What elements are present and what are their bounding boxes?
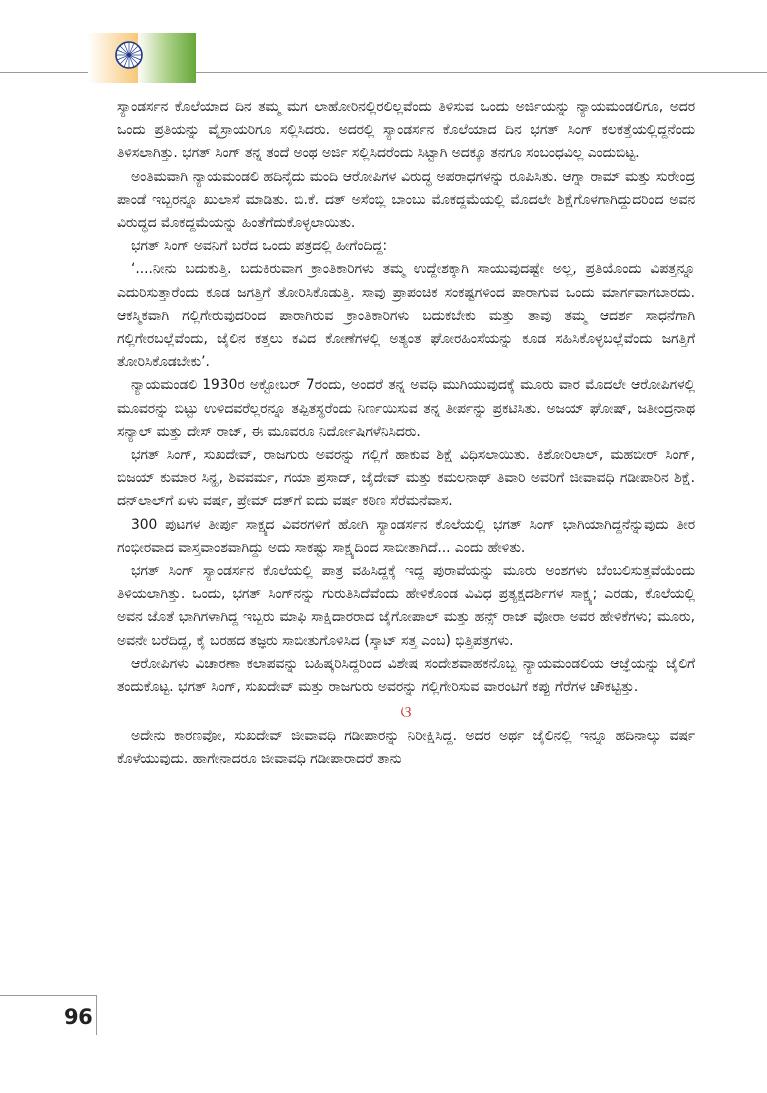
paragraph: ಅಂತಿಮವಾಗಿ ನ್ಯಾಯಮಂಡಲಿ ಹದಿನೈದು ಮಂದಿ ಆರೋಪಿಗಳ ವಿರುದ್ಧ ಅಪರಾಧಗಳನ್ನು ರೂಪಿಸಿತು. ಆಗ್ನಾ ರಾಮ್ ಮತ್ತು ಸುರೇಂದ್ರ ಪಾಂಡೆ ಇಬ್ಬರನ್ನೂ ಖುಲಾಸೆ ಮಾಡಿತು. ಬಿ.ಕೆ. ದತ್ ಅಸೆಂಬ್ಲಿ ಬಾಂಬು ಮೊಕದ್ದಮೆಯಲ್ಲಿ ಮೊದಲೇ ಶಿಕ್ಷೆಗೊಳಗಾಗಿದ್ದುದರಿಂದ ಅವನ ವಿರುದ್ಧದ ಮೊಕದ್ದಮೆಯನ್ನು ಹಿಂತೆಗೆದುಕೊಳ್ಳಲಾಯಿತು.: [117, 168, 695, 232]
paragraph: ಭಗತ್ ಸಿಂಗ್ ಅವನಿಗೆ ಬರೆದ ಒಂದು ಪತ್ರದಲ್ಲಿ ಹೀಗೆಂದಿದ್ದ:: [131, 238, 388, 255]
footer-rule-vertical: [96, 995, 97, 1035]
page-body: [117, 96, 695, 772]
paragraph: ಆರೋಪಿಗಳು ವಿಚಾರಣಾ ಕಲಾಪವನ್ನು ಬಹಿಷ್ಕರಿಸಿದ್ದರಿಂದ ವಿಶೇಷ ಸಂದೇಶವಾಹಕನೊಬ್ಬ ನ್ಯಾಯಮಂಡಲಿಯ ಆಜ್ಞೆಯನ್ನು ಜೈಲಿಗೆ ತಂದುಕೊಟ್ಟ. ಭಗತ್ ಸಿಂಗ್, ಸುಖದೇವ್ ಮತ್ತು ರಾಜಗುರು ಅವರನ್ನು ಗಲ್ಲಿಗೇರಿಸುವ ವಾರಂಟಿಗೆ ಕಪ್ಪು ಗೆರೆಗಳ ಚೌಕಟ್ಟಿತ್ತು.: [117, 655, 695, 696]
paragraph: ಭಗತ್ ಸಿಂಗ್ ಸ್ಯಾಂಡರ್ಸನ ಕೊಲೆಯಲ್ಲಿ ಪಾತ್ರ ವಹಿಸಿದ್ದಕ್ಕೆ ಇದ್ದ ಪುರಾವೆಯನ್ನು ಮೂರು ಅಂಶಗಳು ಬೆಂಬಲಿಸುತ್ತವೆಯೆಂದು ತಿಳಿಯಲಾಗಿತ್ತು. ಒಂದು, ಭಗತ್ ಸಿಂಗ್‌ನನ್ನು ಗುರುತಿಸಿದೆವೆಂದು ಹೇಳಿಕೊಂಡ ವಿವಿಧ ಪ್ರತ್ಯಕ್ಷದರ್ಶಿಗಳ ಸಾಕ್ಷ್ಯ; ಎರಡು, ಕೊಲೆಯಲ್ಲಿ ಅವನ ಜೊತೆ ಭಾಗಿಗಳಾಗಿದ್ದ ಇಬ್ಬರು ಮಾಫಿ ಸಾಕ್ಷಿದಾರರಾದ ಜೈಗೋಪಾಲ್ ಮತ್ತು ಹನ್ಸ್ ರಾಜ್ ವೋರಾ ಅವರ ಹೇಳಿಕೆಗಳು; ಮೂರು, ಅವನೇ ಬರೆದಿದ್ದ, ಕೈ ಬರಹದ ತಜ್ಞರು ಸಾಬೀತುಗೊಳಿಸಿದ (ಸ್ಕಾಟ್ ಸತ್ತ ಎಂಬ) ಭಿತ್ತಿಪತ್ರಗಳು.: [117, 563, 695, 649]
paragraph: ‘....ನೀನು ಬದುಕುತ್ತಿ. ಬದುಕಿರುವಾಗ ಕ್ರಾಂತಿಕಾರಿಗಳು ತಮ್ಮ ಉದ್ದೇಶಕ್ಕಾಗಿ ಸಾಯುವುದಷ್ಟೇ ಅಲ್ಲ, ಪ್ರತಿಯೊಂದು ವಿಪತ್ತನ್ನೂ ಎದುರಿಸುತ್ತಾರೆಂದು ಕೂಡ ಜಗತ್ತಿಗೆ ತೋರಿಸಿಕೊಡುತ್ತಿ. ಸಾವು ಪ್ರಾಪಂಚಿಕ ಸಂಕಷ್ಟಗಳಿಂದ ಪಾರಾಗುವ ಒಂದು ಮಾರ್ಗವಾಗಬಾರದು. ಆಕಸ್ಮಿಕವಾಗಿ ಗಲ್ಲಿಗೇರುವುದರಿಂದ ಪಾರಾಗಿರುವ ಕ್ರಾಂತಿಕಾರಿಗಳು ಬದುಕಬೇಕು ಮತ್ತು ತಾವು ತಮ್ಮ ಆದರ್ಶ ಸಾಧನೆಗಾಗಿ ಗಲ್ಲಿಗೇರಬಲ್ಲೆವೆಂದು, ಜೈಲಿನ ಕತ್ತಲು ಕವಿದ ಕೋಣೆಗಳಲ್ಲಿ ಅತ್ಯಂತ ಘೋರಹಿಂಸೆಯನ್ನು ಕೂಡ ಸಹಿಸಿಕೊಳ್ಳಬಲ್ಲೆವೆಂದು ಜಗತ್ತಿಗೆ ತೋರಿಸಿಕೊಡಬೇಕು’.: [117, 261, 695, 371]
ornament-glyph: ଓ: [400, 702, 412, 722]
paragraph: ಸ್ಯಾಂಡರ್ಸನ ಕೊಲೆಯಾದ ದಿನ ತಮ್ಮ ಮಗ ಲಾಹೋರಿನಲ್ಲಿರಲಿಲ್ಲವೆಂದು ತಿಳಿಸುವ ಒಂದು ಅರ್ಜಿಯನ್ನು ನ್ಯಾಯಮಂಡಲಿಗೂ, ಅದರ ಒಂದು ಪ್ರತಿಯನ್ನು ವೈಸ್ರಾಯರಿಗೂ ಸಲ್ಲಿಸಿದರು. ಅದರಲ್ಲಿ ಸ್ಯಾಂಡರ್ಸನ ಕೊಲೆಯಾದ ದಿನ ಭಗತ್ ಸಿಂಗ್ ಕಲಕತ್ತೆಯಲ್ಲಿದ್ದನೆಂದು ತಿಳಿಸಲಾಗಿತ್ತು. ಭಗತ್ ಸಿಂಗ್ ತನ್ನ ತಂದೆ ಅಂಥ ಅರ್ಜಿ ಸಲ್ಲಿಸಿದರೆಂದು ಸಿಟ್ಟಾಗಿ ಅದಕ್ಕೂ ತನಗೂ ಸಂಬಂಧವಿಲ್ಲ ಎಂದುಬಿಟ್ಟ.: [117, 99, 695, 162]
paragraph: ನ್ಯಾಯಮಂಡಲಿ 1930ರ ಅಕ್ಟೋಬರ್ 7ರಂದು, ಅಂದರೆ ತನ್ನ ಅವಧಿ ಮುಗಿಯುವುದಕ್ಕೆ ಮೂರು ವಾರ ಮೊದಲೇ ಆರೋಪಿಗಳಲ್ಲಿ ಮೂವರನ್ನು ಬಿಟ್ಟು ಉಳಿದವರೆಲ್ಲರನ್ನೂ ತಪ್ಪಿತಸ್ಥರೆಂದು ನಿರ್ಣಯಿಸುವ ತನ್ನ ತೀರ್ಪನ್ನು ಪ್ರಕಟಿಸಿತು. ಅಜಯ್ ಘೋಷ್, ಜತೀಂದ್ರನಾಥ ಸನ್ಯಾಲ್ ಮತ್ತು ದೇಸ್ ರಾಜ್, ಈ ಮೂವರೂ ನಿರ್ದೋಷಿಗಳೆನಿಸಿದರು.: [117, 377, 695, 440]
paragraph: ಅದೇನು ಕಾರಣವೋ, ಸುಖದೇವ್ ಜೀವಾವಧಿ ಗಡೀಪಾರನ್ನು ನಿರೀಕ್ಷಿಸಿದ್ದ. ಅದರ ಅರ್ಥ ಜೈಲಿನಲ್ಲಿ ಇನ್ನೂ ಹದಿನಾಲ್ಕು ವರ್ಷ ಕೊಳೆಯುವುದು. ಹಾಗೇನಾದರೂ ಜೀವಾವಧಿ ಗಡೀಪಾರಾದರೆ ತಾನು: [117, 728, 695, 768]
tricolor-chakra-emblem: [88, 33, 196, 83]
paragraph: 300 ಪುಟಗಳ ತೀರ್ಪು ಸಾಕ್ಷ್ಯದ ವಿವರಗಳಿಗೆ ಹೋಗಿ ಸ್ಯಾಂಡರ್ಸನ ಕೊಲೆಯಲ್ಲಿ ಭಗತ್ ಸಿಂಗ್ ಭಾಗಿಯಾಗಿದ್ದನೆನ್ನುವುದು ತೀರ ಗಂಭೀರವಾದ ವಾಸ್ತವಾಂಶವಾಗಿದ್ದು ಅದು ಸಾಕಷ್ಟು ಸಾಕ್ಷ್ಯದಿಂದ ಸಾಬೀತಾಗಿದೆ... ಎಂದು ಹೇಳಿತು.: [117, 516, 695, 556]
page-number: 96: [64, 1005, 93, 1029]
footer-rule: [0, 995, 96, 996]
paragraph: ಭಗತ್ ಸಿಂಗ್, ಸುಖದೇವ್, ರಾಜಗುರು ಅವರನ್ನು ಗಲ್ಲಿಗೆ ಹಾಕುವ ಶಿಕ್ಷೆ ವಿಧಿಸಲಾಯಿತು. ಕಿಶೋರಿಲಾಲ್, ಮಹಬೀರ್ ಸಿಂಗ್, ಬಿಜಯ್ ಕುಮಾರ ಸಿನ್ಹ, ಶಿವವರ್ಮ, ಗಯಾ ಪ್ರಸಾದ್, ಜೈದೇವ್ ಮತ್ತು ಕಮಲನಾಥ್ ತಿವಾರಿ ಅವರಿಗೆ ಜೀವಾವಧಿ ಗಡೀಪಾರಿನ ಶಿಕ್ಷೆ. ದನ್‌ಲಾಲ್‌ಗೆ ಏಳು ವರ್ಷ, ಪ್ರೇಮ್ ದತ್‌ಗೆ ಐದು ವರ್ಷ ಕಠಿಣ ಸೆರೆಮನೆವಾಸ.: [117, 447, 695, 510]
section-separator-ornament: [117, 699, 695, 725]
